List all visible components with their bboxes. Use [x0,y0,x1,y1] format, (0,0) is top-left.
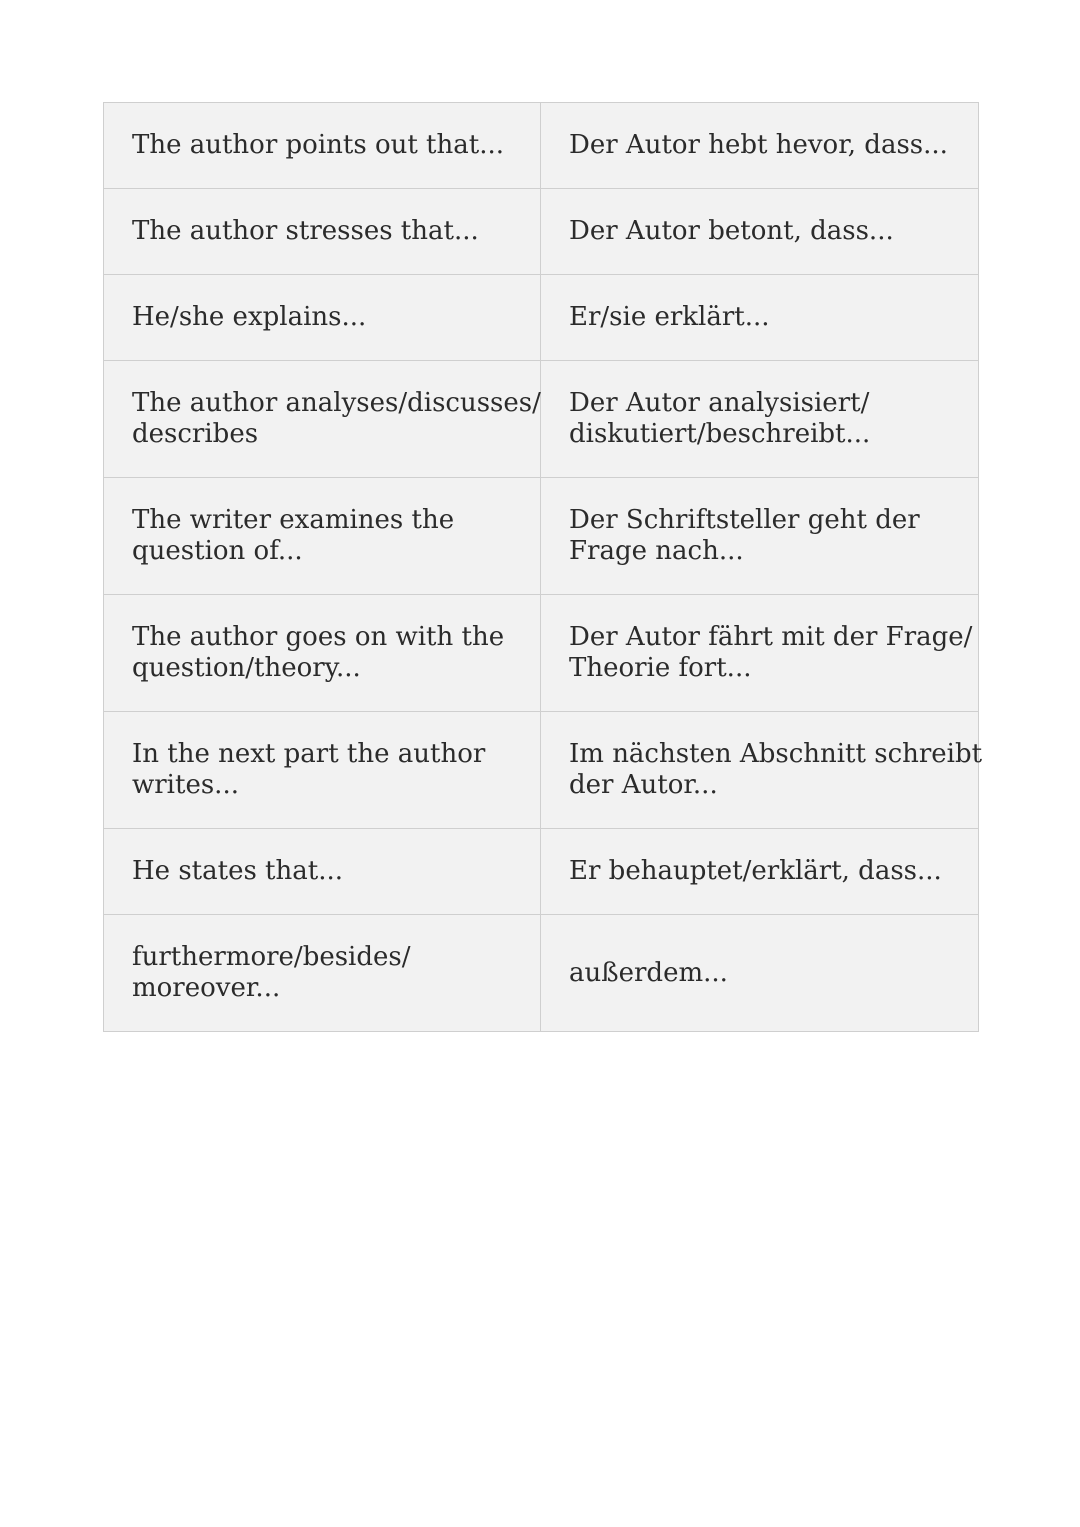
english-phrase-line: question/theory... [132,653,361,683]
german-phrase-cell [541,478,979,595]
german-phrase-cell [541,361,979,478]
english-phrase-cell [104,595,541,712]
german-phrase-line: Der Autor analysisiert/ [569,388,870,418]
english-phrase-cell [104,829,541,915]
english-phrase-cell [104,275,541,361]
german-phrase-cell [541,595,979,712]
table-row [104,712,979,829]
english-phrase-line: The author points out that... [132,130,504,160]
german-phrase-line: Der Autor fährt mit der Frage/ [569,622,973,652]
german-phrase-line: Er behauptet/erklärt, dass... [569,856,942,886]
german-phrase-line: Der Autor betont, dass... [569,216,894,246]
english-phrase-cell [104,478,541,595]
german-phrase-line: Er/sie erklärt... [569,302,770,332]
english-phrase-line: question of... [132,536,303,566]
german-phrase-cell [541,189,979,275]
german-phrase-line: der Autor... [569,770,718,800]
german-phrase-line: Im nächsten Abschnitt schreibt [569,739,983,769]
english-phrase-line: He/she explains... [132,302,367,332]
german-phrase-cell [541,915,979,1032]
english-phrase-line: In the next part the author [132,739,486,769]
table-row [104,829,979,915]
english-phrase-line: He states that... [132,856,343,886]
german-phrase-cell [541,275,979,361]
english-phrase-line: writes... [132,770,239,800]
german-phrase-line: Frage nach... [569,536,744,566]
table-row [104,103,979,189]
german-phrase-cell [541,829,979,915]
german-phrase-line: diskutiert/beschreibt... [569,419,871,449]
english-phrase-cell [104,361,541,478]
german-phrase-line: Theorie fort... [569,653,752,683]
german-phrase-line: Der Autor hebt hevor, dass... [569,130,948,160]
table-row [104,478,979,595]
english-phrase-line: The author goes on with the [132,622,505,652]
table-row [104,595,979,712]
phrase-table [103,102,983,1032]
english-phrase-line: moreover... [132,973,281,1003]
german-phrase-cell [541,712,983,829]
english-phrase-line: The author analyses/discusses/ [132,388,541,418]
german-phrase-line: außerdem... [569,957,728,988]
german-phrase-line: Der Schriftsteller geht der [569,505,920,535]
english-phrase-line: furthermore/besides/ [132,942,411,972]
table-row [104,915,979,1032]
english-phrase-cell [104,712,541,829]
english-phrase-line: The writer examines the [132,505,455,535]
english-phrase-cell [104,103,541,189]
english-phrase-line: The author stresses that... [132,216,479,246]
table-row [104,361,979,478]
english-phrase-cell [104,915,541,1032]
table-row [104,189,979,275]
table-row [104,275,979,361]
english-phrase-cell [104,189,541,275]
german-phrase-cell [541,103,979,189]
english-phrase-line: describes [132,419,259,449]
